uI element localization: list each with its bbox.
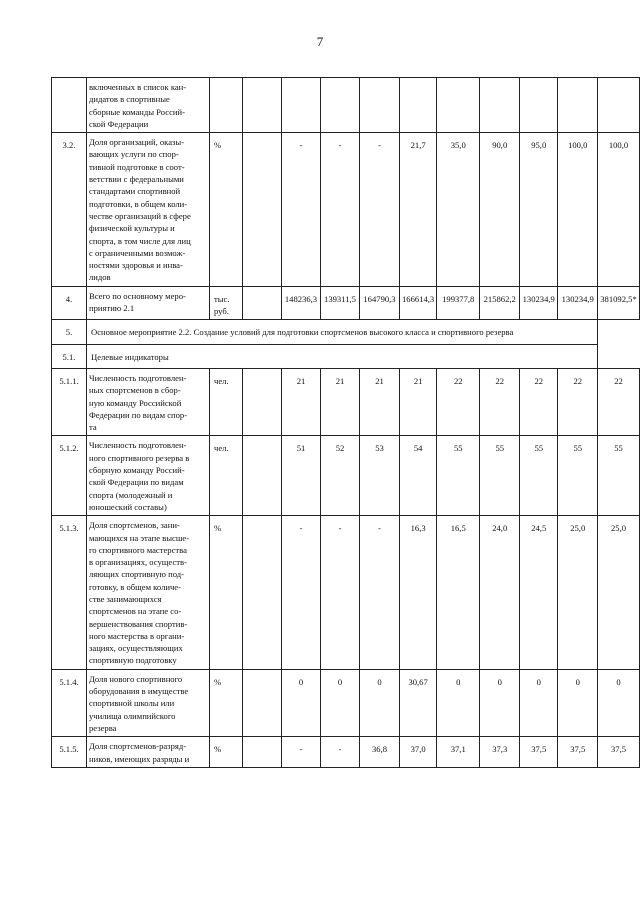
value-cell: 381092,5*	[598, 286, 640, 320]
value-cell	[243, 516, 282, 670]
value-cell: 30,67	[400, 669, 437, 736]
value-cell: 21	[360, 368, 400, 435]
value-cell: 0	[321, 669, 360, 736]
value-cell: 100,0	[598, 133, 640, 287]
value-cell: 37,5	[598, 737, 640, 768]
row-number: 5.1.	[52, 344, 87, 368]
value-cell: -	[282, 737, 321, 768]
value-cell	[243, 669, 282, 736]
table-row	[52, 78, 640, 133]
value-cell: 215862,2	[480, 286, 520, 320]
value-cell	[243, 133, 282, 287]
value-cell: -	[360, 516, 400, 670]
value-cell	[243, 436, 282, 516]
value-cell: 21	[400, 368, 437, 435]
value-cell: 166614,3	[400, 286, 437, 320]
value-cell: 36,8	[360, 737, 400, 768]
unit-cell: %	[210, 737, 243, 768]
value-cell	[360, 78, 400, 133]
indicator-description: Доля спортсменов, зани- мающихся на этапе высше- го спортивного мастерства в организациях, осуществ- ляющих спортивную под- готовку, в общем количе- стве занимающихся спортсменов на этапе со- вершенствования спортив- ного мастерства в органи- зациях, осуществляющих спортивную подготовку	[87, 516, 210, 670]
value-cell: 37,1	[437, 737, 480, 768]
value-cell: 16,3	[400, 516, 437, 670]
unit-cell	[210, 78, 243, 133]
value-cell: 0	[480, 669, 520, 736]
value-cell	[480, 78, 520, 133]
value-cell: 25,0	[598, 516, 640, 670]
value-cell: 24,0	[480, 516, 520, 670]
row-number: 5.1.4.	[52, 669, 87, 736]
table-row	[52, 133, 640, 287]
value-cell: 164790,3	[360, 286, 400, 320]
indicator-description: Доля организаций, оказы- вающих услуги по спор- тивной подготовке в соот- ветствии с федеральными стандартами спортивной подготовки, в общем коли- честве организаций в сфере физической культуры и спорта, в том числе для лиц с ограниченными возмож- ностями здоровья и инва- лидов	[87, 133, 210, 287]
value-cell: -	[282, 516, 321, 670]
value-cell: 95,0	[520, 133, 558, 287]
value-cell: 0	[282, 669, 321, 736]
value-cell	[243, 368, 282, 435]
value-cell: 55	[520, 436, 558, 516]
value-cell: 199377,8	[437, 286, 480, 320]
table-row	[52, 669, 640, 736]
value-cell: 37,0	[400, 737, 437, 768]
value-cell: -	[321, 516, 360, 670]
value-cell: 0	[360, 669, 400, 736]
value-cell: 0	[437, 669, 480, 736]
value-cell	[243, 737, 282, 768]
row-number: 5.1.5.	[52, 737, 87, 768]
value-cell: 37,5	[558, 737, 598, 768]
row-number: 3.2.	[52, 133, 87, 287]
indicator-description: Доля спортсменов-разряд- ников, имеющих разряды и	[87, 737, 210, 768]
value-cell: 25,0	[558, 516, 598, 670]
value-cell	[558, 78, 598, 133]
table-row	[52, 516, 640, 670]
unit-cell: тыс. руб.	[210, 286, 243, 320]
indicator-description: Численность подготовлен- ных спортсменов в сбор- ную команду Российской Федерации по видам спор- та	[87, 368, 210, 435]
value-cell: 0	[598, 669, 640, 736]
value-cell: -	[282, 133, 321, 287]
section-heading: Целевые индикаторы	[87, 344, 598, 368]
value-cell	[243, 78, 282, 133]
value-cell: 55	[437, 436, 480, 516]
unit-cell: %	[210, 516, 243, 670]
value-cell: 35,0	[437, 133, 480, 287]
value-cell: 51	[282, 436, 321, 516]
indicator-description: Доля нового спортивного оборудования в имуществе спортивной школы или училища олимпийского резерва	[87, 669, 210, 736]
value-cell: 100,0	[558, 133, 598, 287]
value-cell: 22	[480, 368, 520, 435]
value-cell	[520, 78, 558, 133]
value-cell: 0	[520, 669, 558, 736]
row-number: 5.	[52, 320, 87, 344]
section-heading: Основное мероприятие 2.2. Создание условий для подготовки спортсменов высокого класса и спортивного резерва	[87, 320, 598, 344]
value-cell: -	[321, 133, 360, 287]
value-cell: 54	[400, 436, 437, 516]
value-cell: 139311,5	[321, 286, 360, 320]
value-cell: 37,5	[520, 737, 558, 768]
value-cell: 148236,3	[282, 286, 321, 320]
row-number	[52, 78, 87, 133]
value-cell	[400, 78, 437, 133]
value-cell: -	[360, 133, 400, 287]
value-cell: 22	[558, 368, 598, 435]
value-cell	[321, 78, 360, 133]
value-cell: 37,3	[480, 737, 520, 768]
value-cell: 24,5	[520, 516, 558, 670]
value-cell	[243, 286, 282, 320]
row-number: 5.1.2.	[52, 436, 87, 516]
value-cell: 52	[321, 436, 360, 516]
value-cell	[598, 78, 640, 133]
value-cell: 22	[520, 368, 558, 435]
value-cell: 21	[282, 368, 321, 435]
value-cell: 16,5	[437, 516, 480, 670]
unit-cell: чел.	[210, 436, 243, 516]
value-cell: 55	[558, 436, 598, 516]
value-cell: 55	[480, 436, 520, 516]
unit-cell: %	[210, 133, 243, 287]
row-number: 5.1.1.	[52, 368, 87, 435]
value-cell	[437, 78, 480, 133]
value-cell: 0	[558, 669, 598, 736]
table-row	[52, 436, 640, 516]
page-number: 7	[316, 34, 324, 49]
value-cell: 21	[321, 368, 360, 435]
unit-cell: чел.	[210, 368, 243, 435]
row-number: 5.1.3.	[52, 516, 87, 670]
table-row	[52, 320, 640, 344]
table-row	[52, 344, 640, 368]
table-row	[52, 368, 640, 435]
value-cell	[282, 78, 321, 133]
value-cell: 130234,9	[520, 286, 558, 320]
indicators-table	[51, 77, 640, 768]
value-cell: 22	[598, 368, 640, 435]
value-cell: -	[321, 737, 360, 768]
indicator-description: Всего по основному меро- приятию 2.1	[87, 286, 210, 320]
table-row	[52, 286, 640, 320]
value-cell: 130234,9	[558, 286, 598, 320]
value-cell: 53	[360, 436, 400, 516]
unit-cell: %	[210, 669, 243, 736]
table-row	[52, 737, 640, 768]
value-cell: 22	[437, 368, 480, 435]
row-number: 4.	[52, 286, 87, 320]
indicator-description: Численность подготовлен- ного спортивного резерва в сборную команду Россий- ской Федерации по видам спорта (молодежный и юношеский составы)	[87, 436, 210, 516]
value-cell: 21,7	[400, 133, 437, 287]
indicator-description: включенных в список кан- дидатов в спортивные сборные команды Россий- ской Федерации	[87, 78, 210, 133]
value-cell: 90,0	[480, 133, 520, 287]
value-cell: 55	[598, 436, 640, 516]
